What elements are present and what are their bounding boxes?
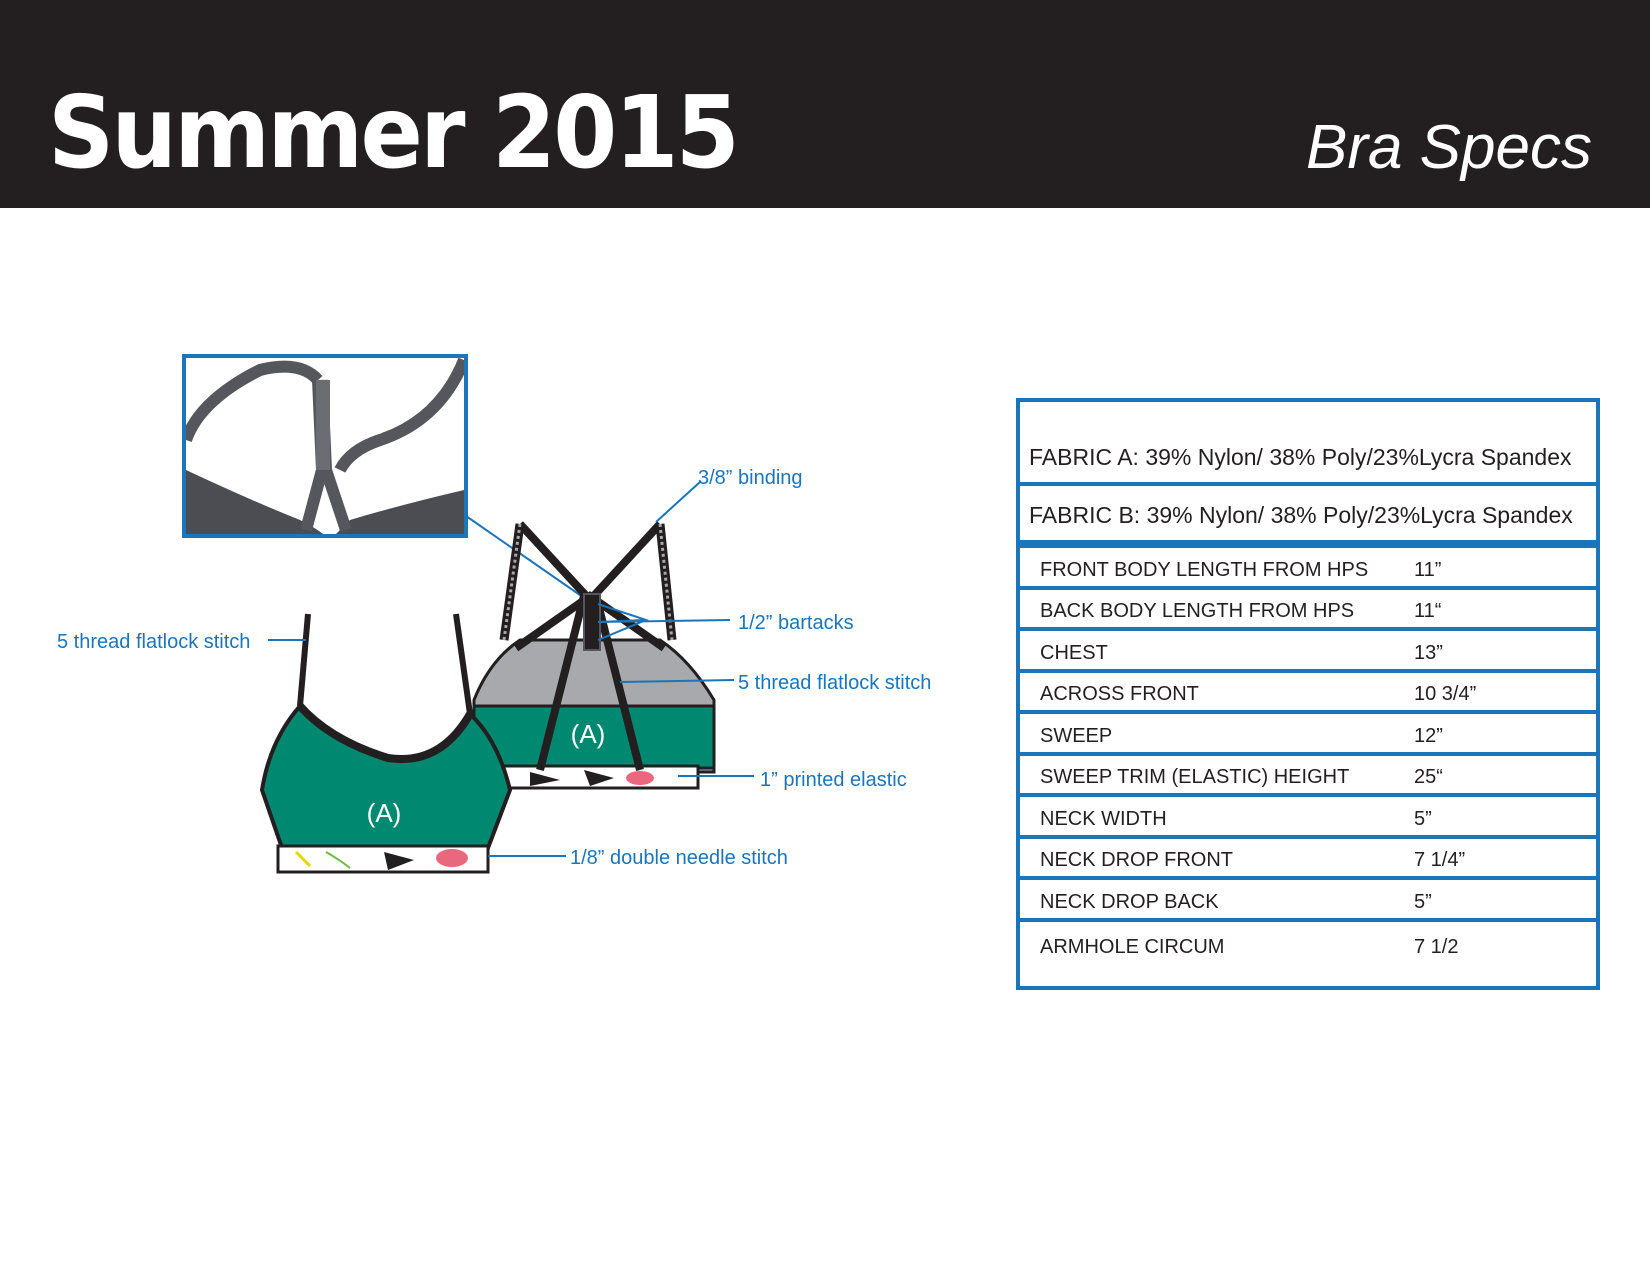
- back-view-garment: [474, 524, 714, 788]
- measure-row: [1020, 714, 1596, 756]
- callout-flatlock-back: 5 thread flatlock stitch: [738, 672, 932, 694]
- measure-label: CHEST: [1040, 641, 1108, 664]
- measure-row: [1020, 922, 1596, 964]
- measure-value: 11”: [1414, 558, 1442, 581]
- measure-label: SWEEP: [1040, 724, 1113, 747]
- measure-value: 12”: [1414, 724, 1443, 747]
- page-subtitle: Bra Specs: [1305, 113, 1592, 182]
- measure-value: 13”: [1414, 641, 1443, 664]
- callout-binding: 3/8” binding: [698, 467, 803, 489]
- measure-label: NECK WIDTH: [1040, 807, 1167, 830]
- bra-technical-drawing: [0, 208, 1000, 1008]
- measure-row: [1020, 590, 1596, 632]
- back-panel-label: (A): [570, 719, 606, 749]
- measure-row: [1020, 880, 1596, 922]
- measure-row: [1020, 631, 1596, 673]
- header-bar: [0, 0, 1650, 208]
- callout-printed-elastic: 1” printed elastic: [760, 769, 907, 791]
- measure-label: FRONT BODY LENGTH FROM HPS: [1040, 558, 1369, 581]
- measure-row: [1020, 839, 1596, 881]
- fabric-a-row: FABRIC A: 39% Nylon/ 38% Poly/23%Lycra Spandex: [1020, 428, 1596, 486]
- callout-flatlock-front: 5 thread flatlock stitch: [57, 631, 251, 653]
- callout-bartacks: 1/2” bartacks: [738, 612, 854, 634]
- front-view-garment: [262, 614, 510, 872]
- front-panel-label: (A): [366, 798, 402, 828]
- measure-label: NECK DROP BACK: [1040, 890, 1219, 913]
- measure-label: SWEEP TRIM (ELASTIC) HEIGHT: [1040, 766, 1350, 788]
- measure-value: 10 3/4”: [1414, 683, 1477, 705]
- measure-row: [1020, 797, 1596, 839]
- measure-value: 7 1/2: [1414, 936, 1459, 958]
- detail-inset: [184, 356, 466, 540]
- measure-row: [1020, 673, 1596, 715]
- measure-value: 25“: [1414, 766, 1443, 788]
- measure-label: BACK BODY LENGTH FROM HPS: [1040, 600, 1355, 622]
- measure-label: ACROSS FRONT: [1040, 683, 1199, 705]
- measure-row: [1020, 756, 1596, 798]
- spec-table: [1016, 398, 1600, 990]
- page-title: Summer 2015: [48, 74, 737, 191]
- measure-value: 7 1/4”: [1414, 849, 1466, 871]
- measure-row: [1020, 548, 1596, 590]
- measure-value: 5”: [1414, 807, 1432, 830]
- callout-double-needle: 1/8” double needle stitch: [570, 847, 788, 869]
- fabric-b-row: FABRIC B: 39% Nylon/ 38% Poly/23%Lycra Spandex: [1020, 486, 1596, 544]
- measure-label: NECK DROP FRONT: [1040, 849, 1233, 871]
- measure-value: 5”: [1414, 890, 1432, 913]
- measure-value: 11“: [1414, 600, 1442, 622]
- measure-label: ARMHOLE CIRCUM: [1040, 936, 1225, 958]
